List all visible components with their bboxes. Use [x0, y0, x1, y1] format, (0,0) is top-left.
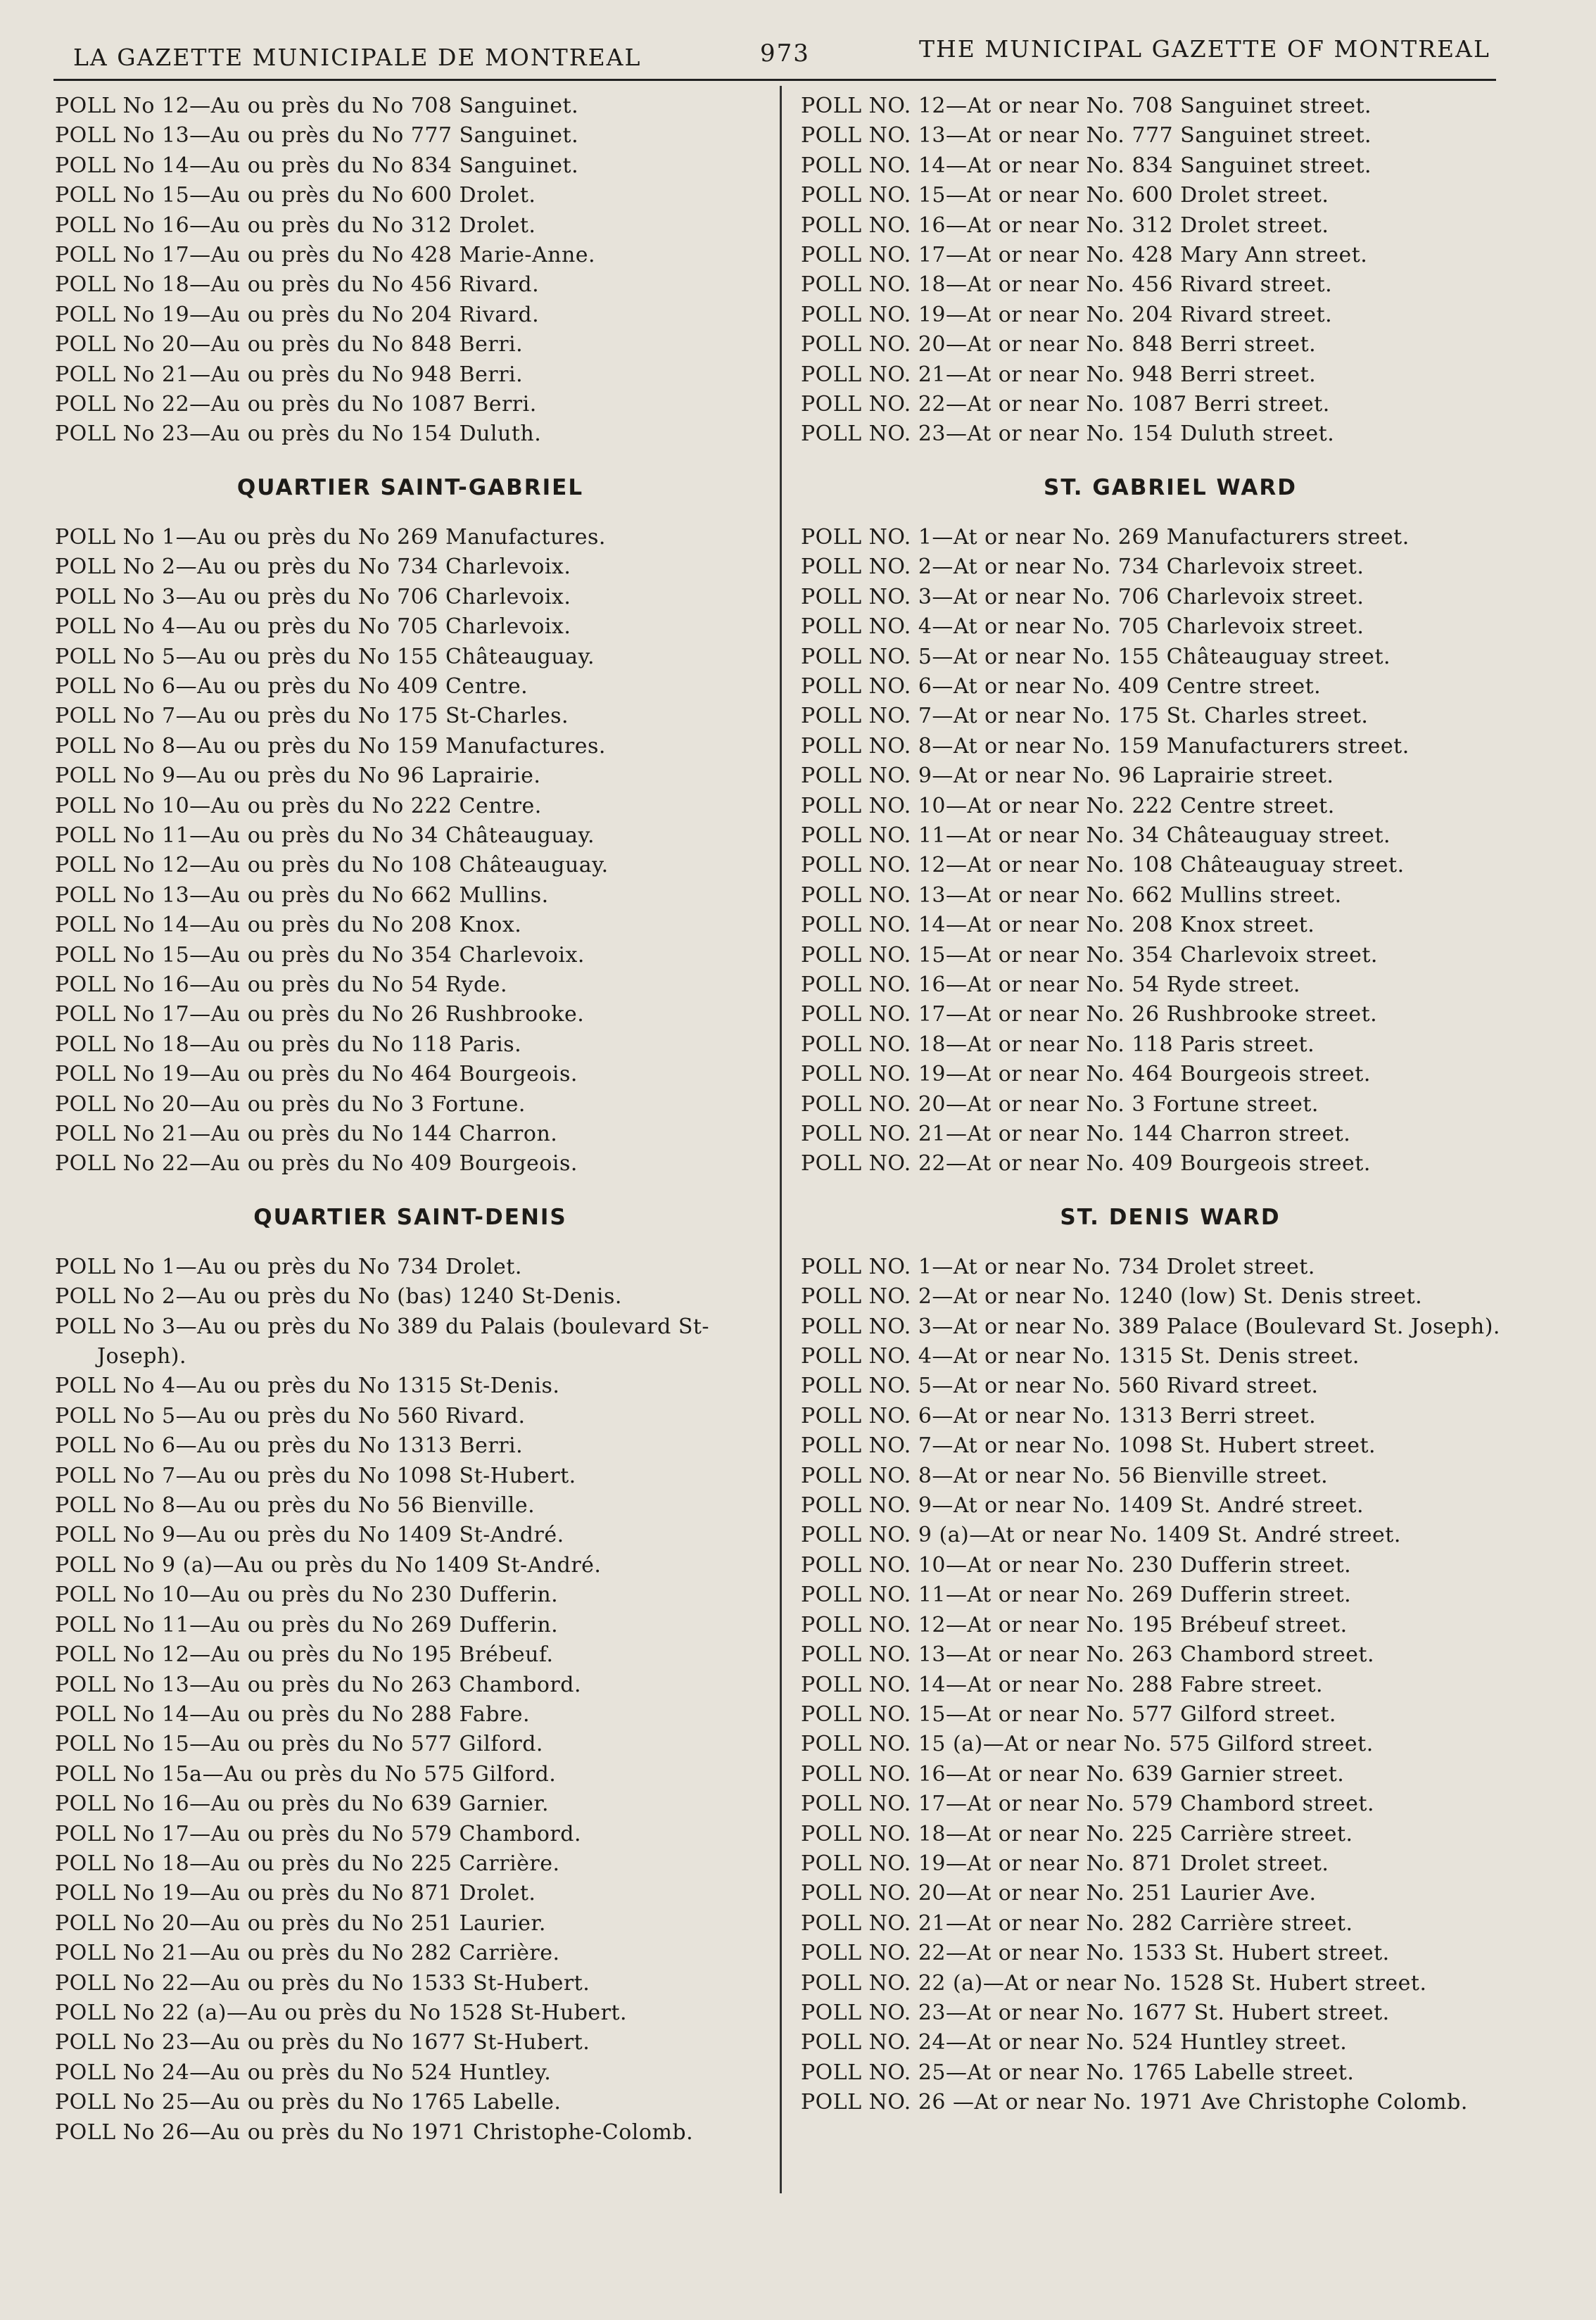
quartier-saint-denis-heading: QUARTIER SAINT-DENIS [253, 1204, 567, 1230]
poll-entry: POLL No 17—Au ou près du No 26 Rushbrooke. [55, 1002, 585, 1027]
poll-entry: POLL NO. 10—At or near No. 230 Dufferin street. [801, 1552, 1352, 1578]
poll-entry: POLL NO. 16—At or near No. 54 Ryde street. [801, 972, 1300, 997]
poll-entry: POLL No 22—Au ou près du No 409 Bourgeois. [55, 1151, 578, 1177]
poll-entry: POLL NO. 17—At or near No. 428 Mary Ann street. [801, 243, 1368, 268]
poll-entry: POLL No 24—Au ou près du No 524 Huntley. [55, 2060, 552, 2085]
poll-entry: POLL No 15—Au ou près du No 354 Charlevoix. [55, 942, 585, 968]
french-denis-list [55, 1253, 766, 2148]
poll-entry: POLL NO. 11—At or near No. 269 Dufferin street. [801, 1583, 1352, 1608]
poll-entry: POLL NO. 23—At or near No. 154 Duluth street. [801, 421, 1335, 447]
header-english-title: THE MUNICIPAL GAZETTE OF MONTREAL [919, 35, 1490, 63]
header-french-title: LA GAZETTE MUNICIPALE DE MONTREAL [73, 44, 642, 71]
poll-entry: POLL NO. 14—At or near No. 834 Sanguinet street. [801, 153, 1372, 178]
poll-entry: POLL No 21—Au ou près du No 282 Carrière. [55, 1941, 560, 1966]
poll-entry: POLL No 4—Au ou près du No 705 Charlevoix. [55, 614, 571, 640]
english-gabriel-list [801, 523, 1540, 1179]
poll-entry: POLL No 3—Au ou près du No 389 du Palais (boulevard St-Joseph). [55, 1314, 710, 1369]
poll-entry: POLL NO. 7—At or near No. 175 St. Charles street. [801, 704, 1369, 729]
poll-entry: POLL No 12—Au ou près du No 195 Brébeuf. [55, 1642, 554, 1668]
poll-entry: POLL No 22—Au ou près du No 1087 Berri. [55, 392, 537, 417]
poll-entry: POLL No 7—Au ou près du No 1098 St-Hubert. [55, 1463, 576, 1488]
poll-entry: POLL NO. 13—At or near No. 662 Mullins street. [801, 882, 1342, 908]
poll-entry: POLL NO. 22—At or near No. 409 Bourgeois street. [801, 1151, 1371, 1177]
poll-entry: POLL NO. 10—At or near No. 222 Centre street. [801, 793, 1335, 818]
poll-entry: POLL NO. 5—At or near No. 155 Châteauguay street. [801, 644, 1391, 669]
poll-entry: POLL No 2—Au ou près du No (bas) 1240 St-Denis. [55, 1284, 622, 1310]
english-denis-list [801, 1253, 1540, 2118]
poll-entry: POLL NO. 7—At or near No. 1098 St. Hubert street. [801, 1433, 1376, 1459]
poll-entry: POLL NO. 2—At or near No. 734 Charlevoix street. [801, 554, 1364, 580]
poll-entry: POLL No 19—Au ou près du No 464 Bourgeois. [55, 1062, 578, 1087]
header-rule [53, 79, 1496, 81]
poll-entry: POLL No 15—Au ou près du No 577 Gilford. [55, 1732, 543, 1757]
poll-entry: POLL No 17—Au ou près du No 428 Marie-Anne. [55, 243, 596, 268]
poll-entry: POLL No 9—Au ou près du No 1409 St-André. [55, 1523, 564, 1548]
poll-entry: POLL No 8—Au ou près du No 159 Manufactures. [55, 733, 606, 759]
poll-entry: POLL No 6—Au ou près du No 1313 Berri. [55, 1433, 524, 1459]
poll-entry: POLL No 3—Au ou près du No 706 Charlevoix. [55, 584, 571, 609]
poll-entry: POLL No 13—Au ou près du No 777 Sanguinet. [55, 123, 579, 148]
poll-entry: POLL No 14—Au ou près du No 834 Sanguinet. [55, 153, 579, 178]
poll-entry: POLL No 15—Au ou près du No 600 Drolet. [55, 183, 536, 208]
poll-entry: POLL NO. 11—At or near No. 34 Châteauguay street. [801, 823, 1391, 848]
poll-entry: POLL NO. 13—At or near No. 263 Chambord street. [801, 1642, 1374, 1668]
poll-entry: POLL No 20—Au ou près du No 3 Fortune. [55, 1091, 526, 1117]
poll-entry: POLL No 14—Au ou près du No 288 Fabre. [55, 1701, 531, 1727]
poll-entry: POLL No 21—Au ou près du No 948 Berri. [55, 362, 524, 387]
poll-entry: POLL NO. 25—At or near No. 1765 Labelle street. [801, 2060, 1355, 2085]
poll-entry: POLL NO. 21—At or near No. 948 Berri street. [801, 362, 1317, 387]
poll-entry: POLL NO. 4—At or near No. 1315 St. Denis street. [801, 1344, 1360, 1369]
poll-entry: POLL NO. 12—At or near No. 195 Brébeuf street. [801, 1612, 1348, 1637]
poll-entry: POLL NO. 1—At or near No. 734 Drolet street. [801, 1254, 1315, 1279]
poll-entry: POLL NO. 26 —At or near No. 1971 Ave Christophe Colomb. [801, 2090, 1468, 2115]
poll-entry: POLL No 9—Au ou près du No 96 Laprairie. [55, 763, 541, 789]
poll-entry: POLL NO. 21—At or near No. 282 Carrière street. [801, 1910, 1353, 1936]
poll-entry: POLL NO. 17—At or near No. 26 Rushbrooke street. [801, 1002, 1378, 1027]
poll-entry: POLL NO. 12—At or near No. 108 Châteauguay street. [801, 853, 1405, 878]
poll-entry: POLL NO. 14—At or near No. 288 Fabre street. [801, 1672, 1324, 1697]
poll-entry: POLL NO. 12—At or near No. 708 Sanguinet street. [801, 94, 1372, 118]
poll-entry: POLL No 13—Au ou près du No 662 Mullins. [55, 882, 549, 908]
poll-entry: POLL NO. 9—At or near No. 96 Laprairie street. [801, 763, 1334, 789]
poll-entry: POLL No 19—Au ou près du No 204 Rivard. [55, 302, 540, 327]
poll-entry: POLL No 26—Au ou près du No 1971 Christophe-Colomb. [55, 2119, 694, 2145]
poll-entry: POLL No 17—Au ou près du No 579 Chambord. [55, 1821, 582, 1846]
poll-entry: POLL NO. 18—At or near No. 456 Rivard street. [801, 272, 1333, 298]
poll-entry: POLL NO. 15—At or near No. 577 Gilford street. [801, 1701, 1336, 1727]
poll-entry: POLL No 10—Au ou près du No 230 Dufferin. [55, 1583, 559, 1608]
poll-entry: POLL No 23—Au ou près du No 1677 St-Hubert. [55, 2030, 590, 2055]
poll-entry: POLL NO. 6—At or near No. 1313 Berri street. [801, 1403, 1317, 1428]
poll-entry: POLL No 19—Au ou près du No 871 Drolet. [55, 1881, 536, 1906]
poll-entry: POLL No 1—Au ou près du No 269 Manufactures. [55, 524, 606, 550]
poll-entry: POLL NO. 17—At or near No. 579 Chambord street. [801, 1792, 1374, 1817]
poll-entry: POLL NO. 19—At or near No. 871 Drolet street. [801, 1851, 1329, 1876]
poll-entry: POLL NO. 22—At or near No. 1087 Berri street. [801, 392, 1330, 417]
poll-entry: POLL NO. 20—At or near No. 251 Laurier Ave. [801, 1881, 1317, 1906]
poll-entry: POLL No 20—Au ou près du No 848 Berri. [55, 332, 524, 357]
poll-entry: POLL NO. 9—At or near No. 1409 St. André street. [801, 1493, 1364, 1519]
poll-entry: POLL NO. 6—At or near No. 409 Centre street. [801, 673, 1322, 699]
st-gabriel-ward-heading: ST. GABRIEL WARD [1044, 474, 1297, 500]
poll-entry: POLL NO. 9 (a)—At or near No. 1409 St. André street. [801, 1523, 1401, 1548]
poll-entry: POLL NO. 8—At or near No. 56 Bienville street. [801, 1463, 1329, 1488]
poll-entry: POLL NO. 15—At or near No. 354 Charlevoix street. [801, 942, 1378, 968]
poll-entry: POLL No 5—Au ou près du No 155 Châteauguay. [55, 644, 595, 669]
poll-entry: POLL No 12—Au ou près du No 108 Châteauguay. [55, 853, 609, 878]
poll-entry: POLL NO. 18—At or near No. 118 Paris street. [801, 1032, 1315, 1057]
poll-entry: POLL No 1—Au ou près du No 734 Drolet. [55, 1254, 522, 1279]
poll-entry: POLL No 20—Au ou près du No 251 Laurier. [55, 1910, 546, 1936]
poll-entry: POLL NO. 24—At or near No. 524 Huntley street. [801, 2030, 1348, 2055]
poll-entry: POLL NO. 8—At or near No. 159 Manufacturers street. [801, 733, 1410, 759]
page-number: 973 [760, 39, 810, 68]
poll-entry: POLL NO. 22—At or near No. 1533 St. Hubert street. [801, 1941, 1390, 1966]
poll-entry: POLL No 11—Au ou près du No 34 Châteauguay. [55, 823, 595, 848]
poll-entry: POLL No 9 (a)—Au ou près du No 1409 St-André. [55, 1552, 602, 1578]
poll-entry: POLL No 22 (a)—Au ou près du No 1528 St-Hubert. [55, 2000, 628, 2025]
poll-entry: POLL NO. 19—At or near No. 204 Rivard street. [801, 302, 1333, 327]
poll-entry: POLL NO. 23—At or near No. 1677 St. Hubert street. [801, 2000, 1390, 2025]
poll-entry: POLL No 6—Au ou près du No 409 Centre. [55, 673, 528, 699]
english-top-list [801, 91, 1540, 450]
column-divider [780, 86, 782, 2193]
poll-entry: POLL NO. 5—At or near No. 560 Rivard street. [801, 1374, 1319, 1399]
poll-entry: POLL NO. 22 (a)—At or near No. 1528 St. Hubert street. [801, 1970, 1427, 1996]
poll-entry: POLL No 13—Au ou près du No 263 Chambord. [55, 1672, 582, 1697]
poll-entry: POLL NO. 15—At or near No. 600 Drolet street. [801, 183, 1329, 208]
poll-entry: POLL No 12—Au ou près du No 708 Sanguinet. [55, 94, 579, 118]
quartier-saint-gabriel-heading: QUARTIER SAINT-GABRIEL [236, 474, 584, 500]
poll-entry: POLL No 11—Au ou près du No 269 Dufferin. [55, 1612, 559, 1637]
poll-entry: POLL No 4—Au ou près du No 1315 St-Denis. [55, 1374, 560, 1399]
poll-entry: POLL No 18—Au ou près du No 456 Rivard. [55, 272, 540, 298]
french-top-list [55, 91, 766, 450]
poll-entry: POLL NO. 20—At or near No. 848 Berri street. [801, 332, 1317, 357]
poll-entry: POLL NO. 18—At or near No. 225 Carrière street. [801, 1821, 1353, 1846]
poll-entry: POLL No 2—Au ou près du No 734 Charlevoix. [55, 554, 571, 580]
st-denis-ward-heading: ST. DENIS WARD [1060, 1204, 1281, 1230]
poll-entry: POLL No 7—Au ou près du No 175 St-Charles. [55, 704, 569, 729]
poll-entry: POLL No 16—Au ou près du No 639 Garnier. [55, 1792, 550, 1817]
poll-entry: POLL NO. 15 (a)—At or near No. 575 Gilford street. [801, 1732, 1374, 1757]
poll-entry: POLL NO. 16—At or near No. 639 Garnier street. [801, 1761, 1345, 1787]
poll-entry: POLL NO. 16—At or near No. 312 Drolet street. [801, 213, 1329, 238]
poll-entry: POLL No 5—Au ou près du No 560 Rivard. [55, 1403, 526, 1428]
poll-entry: POLL No 21—Au ou près du No 144 Charron. [55, 1122, 558, 1146]
poll-entry: POLL NO. 4—At or near No. 705 Charlevoix street. [801, 614, 1364, 640]
french-gabriel-list [55, 523, 766, 1179]
poll-entry: POLL NO. 19—At or near No. 464 Bourgeois street. [801, 1062, 1371, 1087]
poll-entry: POLL NO. 3—At or near No. 706 Charlevoix street. [801, 584, 1364, 609]
poll-entry: POLL No 18—Au ou près du No 118 Paris. [55, 1032, 522, 1057]
poll-entry: POLL No 8—Au ou près du No 56 Bienville. [55, 1493, 536, 1519]
poll-entry: POLL NO. 13—At or near No. 777 Sanguinet street. [801, 123, 1372, 148]
poll-entry: POLL NO. 14—At or near No. 208 Knox street. [801, 913, 1315, 938]
poll-entry: POLL No 15a—Au ou près du No 575 Gilford. [55, 1761, 557, 1787]
french-column [55, 91, 766, 2148]
poll-entry: POLL NO. 21—At or near No. 144 Charron street. [801, 1122, 1351, 1146]
poll-entry: POLL NO. 2—At or near No. 1240 (low) St. Denis street. [801, 1284, 1423, 1310]
poll-entry: POLL NO. 20—At or near No. 3 Fortune street. [801, 1091, 1319, 1117]
poll-entry: POLL No 16—Au ou près du No 312 Drolet. [55, 213, 536, 238]
poll-entry: POLL No 23—Au ou près du No 154 Duluth. [55, 421, 542, 447]
poll-entry: POLL No 16—Au ou près du No 54 Ryde. [55, 972, 507, 997]
poll-entry: POLL No 14—Au ou près du No 208 Knox. [55, 913, 522, 938]
english-column [801, 91, 1540, 2118]
poll-entry: POLL No 25—Au ou près du No 1765 Labelle. [55, 2090, 562, 2115]
poll-entry: POLL NO. 3—At or near No. 389 Palace (Boulevard St. Joseph). [801, 1314, 1500, 1339]
poll-entry: POLL No 18—Au ou près du No 225 Carrière. [55, 1851, 560, 1876]
poll-entry: POLL No 10—Au ou près du No 222 Centre. [55, 793, 542, 818]
poll-entry: POLL No 22—Au ou près du No 1533 St-Hubert. [55, 1970, 590, 1996]
poll-entry: POLL NO. 1—At or near No. 269 Manufacturers street. [801, 524, 1410, 550]
